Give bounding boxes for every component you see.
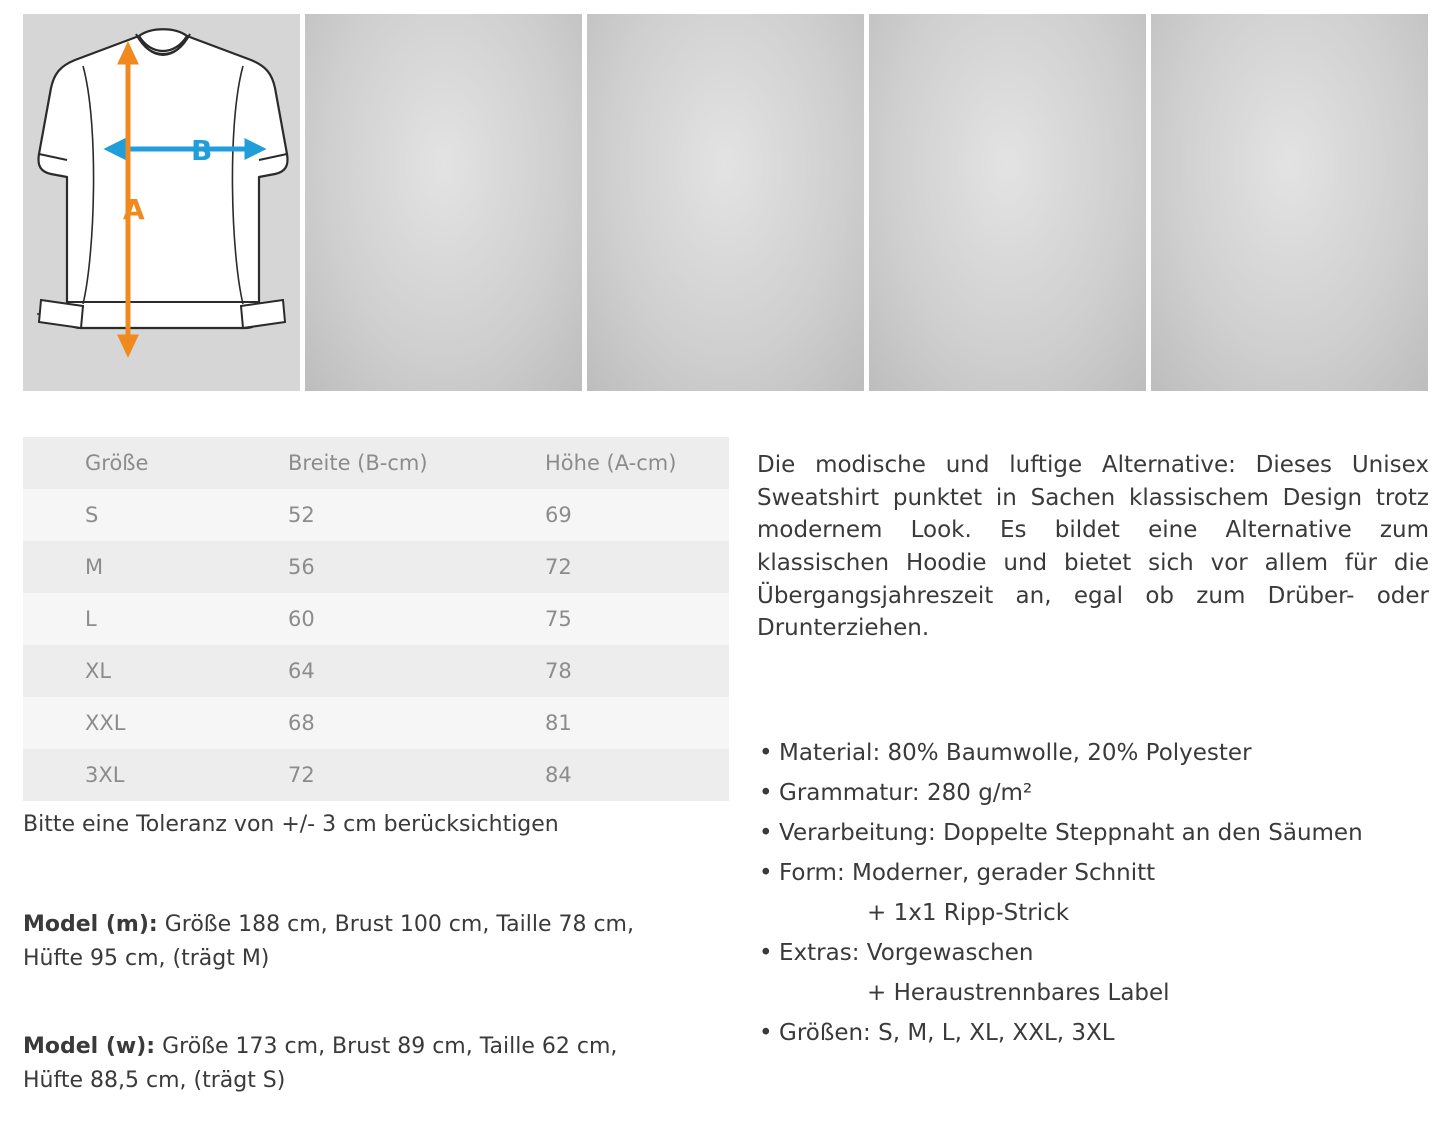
cell-width: 64 xyxy=(288,659,315,683)
model-male-label: Model (m): xyxy=(23,912,158,937)
product-features xyxy=(757,742,1437,1062)
measure-label-b: B xyxy=(191,134,213,167)
model-female-line1: Größe 173 cm, Brust 89 cm, Taille 62 cm, xyxy=(155,1034,618,1059)
size-table xyxy=(23,437,729,801)
cell-width: 56 xyxy=(288,555,315,579)
table-row xyxy=(23,749,729,801)
table-row xyxy=(23,697,729,749)
product-image-strip xyxy=(23,14,1423,391)
cell-width: 60 xyxy=(288,607,315,631)
list-item: • Größen: S, M, L, XL, XXL, 3XL xyxy=(757,1022,1437,1045)
model-female-measurements xyxy=(23,1030,723,1098)
cell-width: 52 xyxy=(288,503,315,527)
feature-list xyxy=(757,742,1437,1045)
cell-size: 3XL xyxy=(85,763,125,787)
cell-width: 72 xyxy=(288,763,315,787)
table-row xyxy=(23,541,729,593)
cell-width: 68 xyxy=(288,711,315,735)
cell-height: 69 xyxy=(545,503,572,527)
list-item-sub: + 1x1 Ripp-Strick xyxy=(867,900,1070,926)
model-female-back-photo xyxy=(1151,14,1428,391)
cell-height: 84 xyxy=(545,763,572,787)
model-male-back-photo xyxy=(587,14,864,391)
model-female-line2: Hüfte 88,5 cm, (trägt S) xyxy=(23,1068,286,1094)
column-header-width: Breite (B-cm) xyxy=(288,451,428,475)
measure-label-a: A xyxy=(123,193,145,226)
model-male-line2: Hüfte 95 cm, (trägt M) xyxy=(23,946,270,972)
size-table-container xyxy=(23,437,729,801)
tolerance-note: Bitte eine Toleranz von +/- 3 cm berücksichtigen xyxy=(23,812,559,837)
model-male-line1: Größe 188 cm, Brust 100 cm, Taille 78 cm, xyxy=(157,912,634,937)
model-male-measurements xyxy=(23,908,723,976)
cell-height: 75 xyxy=(545,607,572,631)
model-female-label: Model (w): xyxy=(23,1034,156,1059)
cell-height: 72 xyxy=(545,555,572,579)
list-item: • Form: Moderner, gerader Schnitt xyxy=(757,862,1437,885)
column-header-height: Höhe (A-cm) xyxy=(545,451,677,475)
size-table-header-row xyxy=(23,437,729,489)
technical-drawing-panel xyxy=(23,14,300,391)
cell-size: XXL xyxy=(85,711,126,735)
cell-size: L xyxy=(85,607,97,631)
list-item: • Material: 80% Baumwolle, 20% Polyester xyxy=(757,742,1437,765)
cell-size: S xyxy=(85,503,99,527)
table-row xyxy=(23,645,729,697)
table-row xyxy=(23,489,729,541)
column-header-size: Größe xyxy=(85,451,149,475)
cell-size: M xyxy=(85,555,104,579)
list-item-sub: + Heraustrennbares Label xyxy=(867,980,1170,1006)
list-item: • Extras: Vorgewaschen xyxy=(757,942,1437,965)
model-male-front-photo xyxy=(305,14,582,391)
technical-drawing-svg xyxy=(23,14,300,391)
list-item: • Grammatur: 280 g/m² xyxy=(757,782,1437,805)
list-item: • Verarbeitung: Doppelte Steppnaht an den Säumen xyxy=(757,822,1437,845)
cell-size: XL xyxy=(85,659,112,683)
product-description: Die modische und luftige Alternative: Dieses Unisex Sweatshirt punktet in Sachen klassischem Design trotz modernem Look. Es bildet eine Alternative zum klassischen Hoodie und bietet sich vor allem für die Übergangsjahreszeit an, egal ob zum Drüber- oder Drunterziehen. xyxy=(757,452,1429,642)
cell-height: 81 xyxy=(545,711,572,735)
model-female-front-photo xyxy=(869,14,1146,391)
table-row xyxy=(23,593,729,645)
cell-height: 78 xyxy=(545,659,572,683)
